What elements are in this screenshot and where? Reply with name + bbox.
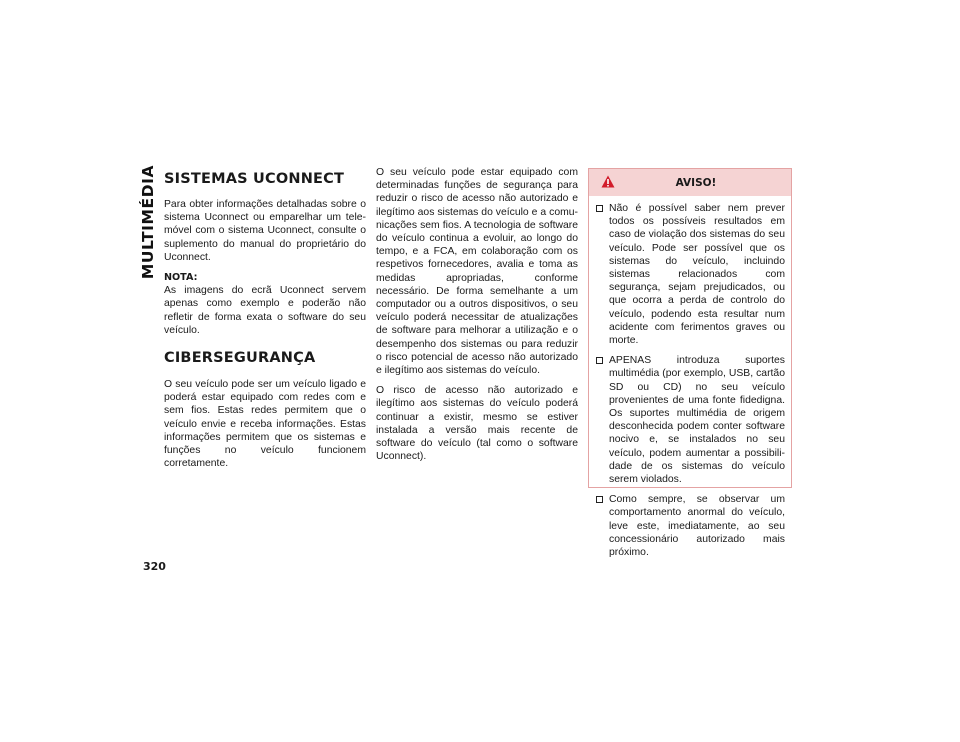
left-column bbox=[164, 170, 366, 477]
page-number: 320 bbox=[143, 560, 166, 573]
note-label: NOTA: bbox=[164, 272, 198, 284]
uconnect-intro: Para obter informações detalhadas sobre o sistema Uconnect ou emparelhar um telemóvel com o sistema Uconnect, consulte o suplemento do manual do proprietário do Uconnect. bbox=[164, 199, 366, 263]
warning-item-text: Não é possível saber nem prever todos os possíveis resultados em caso de violação dos sistemas do seu veículo. Pode ser possível que os sistemas do veículo, incluindo sistemas relacionados com segurança, sejam prejudicados, ou que ocorra a perda de controlo do veículo, podendo esta resultar num acidente com ferimentos graves ou morte. bbox=[609, 203, 785, 347]
warning-item-text: APENAS introduza suportes multimédia (por exemplo, USB, cartão SD ou CD) no seu veículo provenientes de uma fonte fidedigna. Os suportes multimédia de origem desconhecida podem conter software nocivo e, se instalados no seu veículo, podem aumentar a possibilidade de os sistemas do veículo serem violados. bbox=[609, 355, 785, 486]
warning-item bbox=[595, 202, 785, 347]
warning-box bbox=[588, 168, 792, 559]
square-bullet-icon bbox=[596, 357, 603, 364]
note bbox=[164, 271, 366, 337]
security-paragraph-1: O seu veículo pode estar equipado com determinadas funções de segurança para reduzir o risco de acesso não autorizado e ilegítimo aos sistemas do veículo e a comunicações sem fios. A tecnologia de software do veículo continua a evoluir, ao longo do tempo, e a FCA, em colaboração com os respetivos fornecedores, avalia e toma as medidas apropriadas, conforme necessário. De forma semelhante a um computador ou a outros dispositivos, o seu veículo poderá necessitar de atualizações de software para melhorar a utilização e o desempenho dos sistemas ou para reduzir o risco potencial de acesso não autorizado e ilegítimo aos sistemas do veículo. bbox=[376, 167, 578, 377]
heading-uconnect: SISTEMAS UCONNECT bbox=[164, 171, 345, 187]
heading-cybersecurity: CIBERSEGURANÇA bbox=[164, 350, 316, 367]
square-bullet-icon bbox=[596, 496, 603, 503]
square-bullet-icon bbox=[596, 205, 603, 212]
cybersecurity-text: O seu veículo pode ser um veículo ligado e poderá estar equipado com redes com e sem fios. Estas redes permitem que o veículo envie e receba informações. Estas informações permitem que os sistemas e funções no veículo funcionem corretamente. bbox=[164, 379, 366, 470]
note-text: As imagens do ecrã Uconnect servem apenas como exemplo e poderão não refletir de forma exata o software do seu veículo. bbox=[164, 285, 366, 336]
middle-column bbox=[376, 166, 578, 470]
warning-item bbox=[595, 493, 785, 559]
section-title: MULTIMÉDIA bbox=[139, 164, 157, 280]
warning-header bbox=[589, 169, 791, 196]
warning-body bbox=[589, 196, 791, 559]
warning-item-text: Como sempre, se observar um comportamento anormal do veículo, leve este, imediatamente, ao seu concessionário autorizado mais próximo. bbox=[609, 494, 785, 559]
warning-title: AVISO! bbox=[675, 177, 717, 189]
warning-item bbox=[595, 354, 785, 486]
security-paragraph-2: O risco de acesso não autorizado e ilegítimo aos sistemas do veículo poderá continuar a existir, mesmo se estiver instalada a versão mais recente de software do veículo (tal como o software Uconnect). bbox=[376, 385, 578, 463]
section-tab bbox=[138, 164, 158, 280]
